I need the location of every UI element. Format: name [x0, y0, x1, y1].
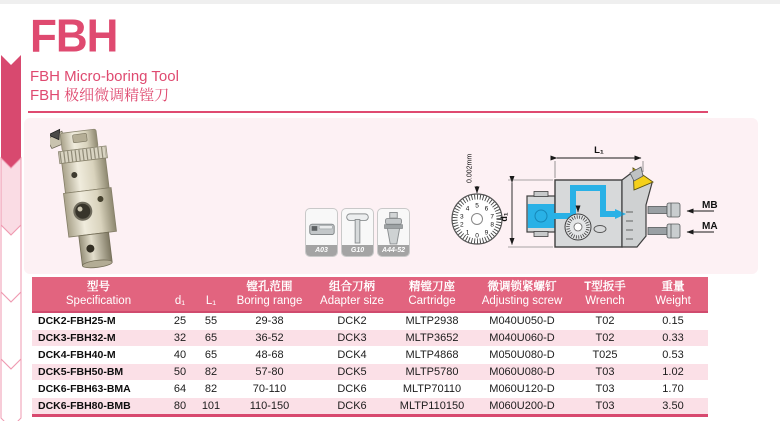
svg-text:4: 4 [465, 205, 470, 213]
col-cartridge: 精镗刀座 Cartridge [392, 277, 472, 312]
svg-text:0: 0 [475, 232, 479, 240]
col-boring-range: 镗孔范围 Boring range [227, 277, 312, 312]
boring-head-illustration [50, 124, 121, 272]
value-cell: DCK6 [337, 383, 367, 395]
value-cell: M040U050-D [489, 315, 555, 327]
value-cell: DCK5 [312, 364, 392, 381]
ma-label: MA [702, 221, 718, 232]
svg-text:6: 6 [484, 205, 489, 213]
svg-text:2: 2 [459, 221, 464, 229]
dial-increment-label: 0.002mm [466, 153, 474, 183]
value-cell: T025 [592, 349, 618, 361]
badge-cartridge [305, 208, 338, 257]
value-cell: 65 [204, 349, 218, 361]
value-cell: 0.53 [662, 349, 684, 361]
value-cell: 110-150 [227, 398, 312, 416]
value-cell: T03 [572, 398, 638, 416]
value-cell: 80 [165, 398, 195, 416]
table-row [32, 312, 708, 330]
value-cell: M060U080-D [472, 364, 572, 381]
mb-label: MB [702, 200, 718, 211]
table-row [32, 330, 708, 347]
chevron-outline [1, 292, 21, 369]
top-gray-strip [0, 0, 780, 4]
subtitle-chinese: FBH 极细微调精镗刀 [30, 87, 170, 104]
accent-rule [28, 111, 708, 113]
L1-label: L₁ [594, 145, 604, 156]
tool-holder-icon [378, 209, 409, 246]
product-photo [50, 120, 134, 272]
subtitle-english: FBH Micro-boring Tool [30, 68, 179, 85]
spec-cell: DCK4-FBH40-M [38, 349, 116, 361]
value-cell: DCK3 [312, 330, 392, 347]
value-cell: T02 [595, 315, 615, 327]
screw-mb [648, 203, 680, 217]
value-cell: T03 [572, 364, 638, 381]
value-cell: MLTP5780 [392, 364, 472, 381]
svg-text:9: 9 [484, 229, 489, 237]
table-row [32, 347, 708, 364]
svg-text:1: 1 [465, 229, 470, 237]
value-cell: MLTP2938 [405, 315, 459, 327]
value-cell: MLTP4868 [405, 349, 459, 361]
reference-badges [305, 208, 410, 257]
chevron-outline [1, 225, 21, 302]
value-cell: 101 [195, 398, 227, 416]
col-d1: d₁ [165, 277, 195, 312]
spec-cell: DCK3-FBH32-M [32, 330, 165, 347]
value-cell: 40 [173, 349, 187, 361]
value-cell: DCK6 [312, 398, 392, 416]
value-cell: 57-80 [227, 364, 312, 381]
value-cell: 0.33 [638, 330, 708, 347]
col-wrench: T型扳手 Wrench [572, 277, 638, 312]
badge-label: A44-52 [378, 245, 409, 256]
value-cell: M050U080-D [489, 349, 555, 361]
value-cell: 55 [204, 315, 218, 327]
badge-holder [377, 208, 410, 257]
cartridge-icon [306, 209, 337, 246]
col-specification: 型号 Specification [32, 277, 165, 312]
value-cell: 1.70 [662, 383, 684, 395]
value-cell: MLTP110150 [392, 398, 472, 416]
chevron-outline [1, 359, 21, 421]
value-cell: 64 [173, 383, 187, 395]
value-cell: M060U200-D [472, 398, 572, 416]
spec-cell: DCK6-FBH80-BMB [32, 398, 165, 416]
value-cell: DCK2 [337, 315, 367, 327]
spec-cell: DCK6-FBH63-BMA [38, 383, 131, 395]
left-chevron-decoration [0, 0, 26, 421]
svg-text:5: 5 [475, 202, 479, 210]
coolant-channel-shank [528, 204, 555, 228]
upper-body [62, 158, 109, 193]
value-cell: M060U120-D [489, 383, 555, 395]
table-header-row [32, 277, 708, 312]
svg-text:3: 3 [459, 213, 464, 221]
value-cell: 70-110 [252, 383, 287, 395]
value-cell: T02 [572, 330, 638, 347]
value-cell: 32 [165, 330, 195, 347]
value-cell: MLTP70110 [402, 383, 462, 395]
technical-diagram [440, 128, 770, 273]
value-cell: 48-68 [255, 349, 284, 361]
screw-ma [648, 224, 680, 238]
value-cell: 0.15 [662, 315, 684, 327]
clamp-hole [73, 202, 92, 221]
badge-wrench [341, 208, 374, 257]
spec-cell: DCK2-FBH25-M [38, 315, 116, 327]
chevron-solid [1, 55, 21, 168]
col-adapter-size: 组合刀柄 Adapter size [312, 277, 392, 312]
value-cell: M040U060-D [472, 330, 572, 347]
col-adjusting-screw: 微调锁紧螺钉 Adjusting screw [472, 277, 572, 312]
tool-body-drawing [527, 167, 653, 247]
table-row [32, 398, 708, 416]
spec-table-body [32, 312, 708, 416]
value-cell: T03 [595, 383, 615, 395]
micrometer-dial [452, 154, 502, 244]
page-title: FBH [30, 10, 118, 62]
specification-table [32, 277, 708, 417]
table-row [32, 364, 708, 381]
head-slot [72, 133, 87, 143]
table-row [32, 381, 708, 398]
svg-text:8: 8 [490, 221, 495, 229]
value-cell: 82 [204, 383, 218, 395]
spec-cell: DCK5-FBH50-BM [32, 364, 165, 381]
value-cell: 50 [165, 364, 195, 381]
badge-label: A03 [306, 245, 337, 256]
value-cell: 65 [195, 330, 227, 347]
value-cell: 36-52 [227, 330, 312, 347]
col-l1: L₁ [195, 277, 227, 312]
svg-text:7: 7 [490, 213, 495, 221]
t-wrench-icon [342, 209, 373, 246]
value-cell: 3.50 [638, 398, 708, 416]
d1-label: d₁ [499, 212, 509, 222]
value-cell: 29-38 [255, 315, 284, 327]
value-cell: 1.02 [638, 364, 708, 381]
value-cell: MLTP3652 [392, 330, 472, 347]
value-cell: DCK4 [337, 349, 367, 361]
badge-label: G10 [342, 245, 373, 256]
value-cell: 25 [173, 315, 187, 327]
chevron-light [1, 158, 21, 235]
col-weight: 重量 Weight [638, 277, 708, 312]
value-cell: 82 [195, 364, 227, 381]
